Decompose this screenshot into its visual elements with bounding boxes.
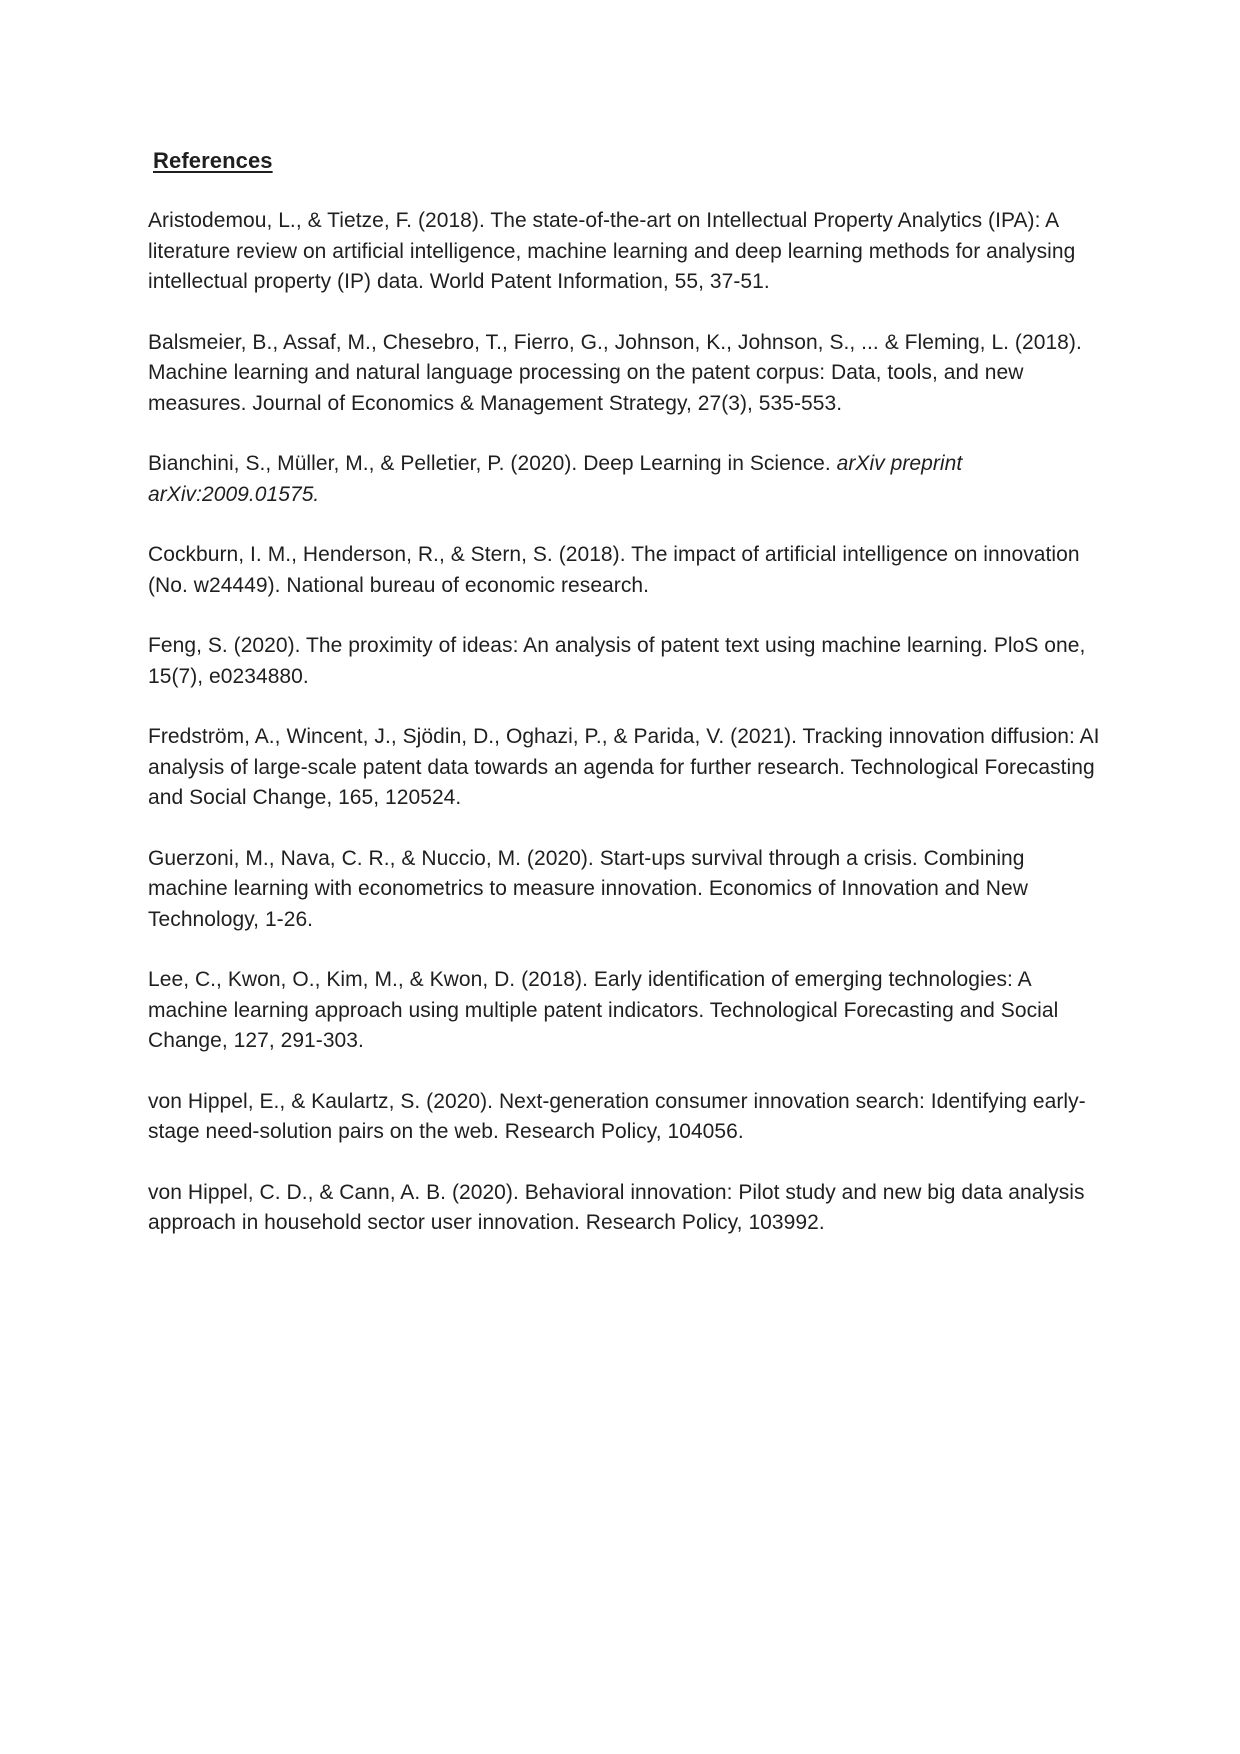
reference-text: Cockburn, I. M., Henderson, R., & Stern, S. (2018). The impact of artificial intelligence on innovation (No. w24449). National bureau of economic research.: [148, 543, 1080, 597]
reference-text: von Hippel, C. D., & Cann, A. B. (2020). Behavioral innovation: Pilot study and new big data analysis approach in household sector user innovation. Research Policy, 103992.: [148, 1180, 1085, 1234]
reference-item: [148, 1178, 1108, 1239]
reference-item: [148, 631, 1108, 692]
reference-item: [148, 449, 1108, 510]
reference-text: Lee, C., Kwon, O., Kim, M., & Kwon, D. (2018). Early identification of emerging technologies: A machine learning approach using multiple patent indicators. Technological Forecasting and Social Change, 127, 291-303.: [148, 968, 1059, 1052]
reference-list: [148, 206, 1108, 1269]
reference-text: Fredström, A., Wincent, J., Sjödin, D., Oghazi, P., & Parida, V. (2021). Tracking innovation diffusion: AI analysis of large-scale patent data towards an agenda for further research. Technological Forecasting and Social Change, 165, 120524.: [148, 725, 1100, 809]
page-title: References: [153, 148, 273, 173]
reference-item: [148, 1087, 1108, 1148]
reference-text: Guerzoni, M., Nava, C. R., & Nuccio, M. (2020). Start-ups survival through a crisis. Combining machine learning with econometrics to measure innovation. Economics of Innovation and New Technology, 1-26.: [148, 846, 1028, 931]
reference-item: [148, 965, 1108, 1057]
reference-item: [148, 540, 1108, 601]
reference-text: Aristodemou, L., & Tietze, F. (2018). The state-of-the-art on Intellectual Property Analytics (IPA): A literature review on artificial intelligence, machine learning and deep learning methods for analysing intellectual property (IP) data. World Patent Information, 55, 37-51.: [148, 209, 1076, 293]
reference-item: [148, 722, 1108, 814]
reference-text: von Hippel, E., & Kaulartz, S. (2020). Next-generation consumer innovation search: Identifying early-stage need-solution pairs on the web. Research Policy, 104056.: [148, 1089, 1086, 1143]
reference-item: [148, 328, 1108, 420]
reference-text: Balsmeier, B., Assaf, M., Chesebro, T., Fierro, G., Johnson, K., Johnson, S., ... & Fleming, L. (2018). Machine learning and natural language processing on the patent corpus: Data, tools, and new measures. Journal of Economics & Management Strategy, 27(3), 535-553.: [148, 330, 1082, 415]
reference-item: [148, 206, 1108, 298]
reference-text: Bianchini, S., Müller, M., & Pelletier, P. (2020). Deep Learning in Science.: [148, 452, 837, 475]
reference-text: Feng, S. (2020). The proximity of ideas: An analysis of patent text using machine learning. PloS one, 15(7), e0234880.: [148, 634, 1086, 688]
reference-item: [148, 844, 1108, 936]
reference-italic-text: arXiv preprint arXiv:2009.01575.: [148, 452, 963, 506]
